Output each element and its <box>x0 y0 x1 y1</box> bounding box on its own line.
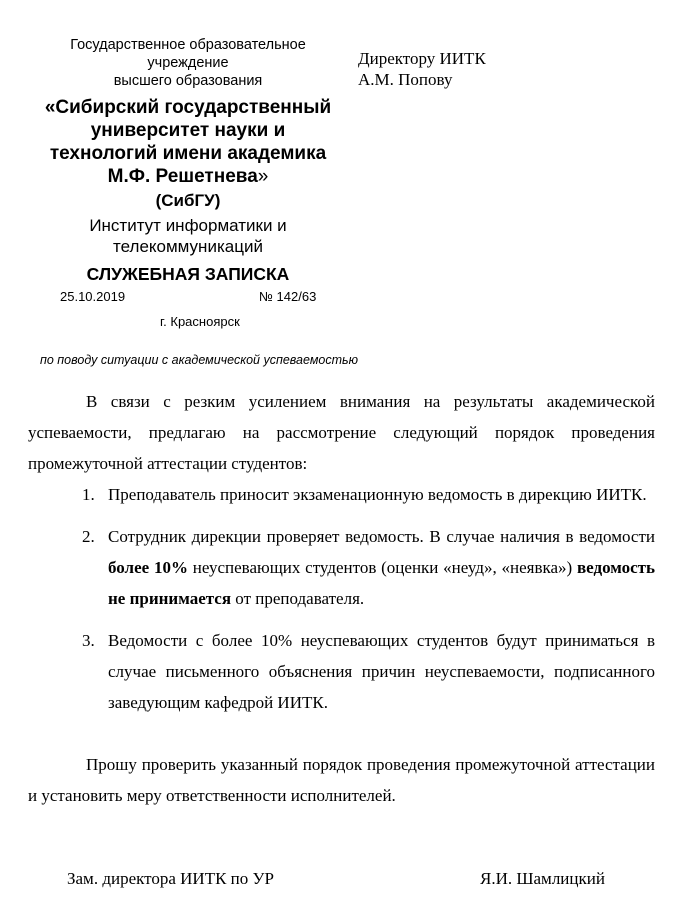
document-subject: по поводу ситуации с академической успеваемостью <box>40 353 358 367</box>
document-number: № 142/63 <box>259 289 317 304</box>
list-item <box>28 521 655 614</box>
university-name-line-1: «Сибирский государственный <box>44 97 332 118</box>
institute-name-line-1: Институт информатики и <box>89 216 287 235</box>
university-abbreviation: (СибГУ) <box>155 191 221 210</box>
signer-name: Я.И. Шамлицкий <box>480 869 605 888</box>
list-item-text-part-1: Сотрудник дирекции проверяет ведомость. В случае наличия в ведомости <box>108 527 655 546</box>
addressee-name: А.М. Попову <box>358 70 453 89</box>
intro-paragraph: В связи с резким усилением внимания на результаты академической успеваемости, предлагаю на рассмотрение следующий порядок проведения промежуточной аттестации студентов: <box>28 392 655 473</box>
university-name-line-2: университет науки и <box>90 120 286 141</box>
org-type-line-1: Государственное образовательное <box>70 37 306 53</box>
document-city: г. Красноярск <box>160 314 240 329</box>
letterhead <box>28 36 348 285</box>
list-item-text-part-2: неуспевающих студентов (оценки «неуд», «неявка») <box>187 558 577 577</box>
university-name <box>28 96 348 188</box>
org-type-line-2: учреждение <box>147 55 229 71</box>
institute-name <box>28 215 348 257</box>
university-name-line-4 <box>28 165 348 188</box>
addressee-position: Директору ИИТК <box>358 49 486 68</box>
signer-position: Зам. директора ИИТК по УР <box>67 869 275 888</box>
closing-paragraph: Прошу проверить указанный порядок проведения промежуточной аттестации и установить меру ответственности исполнителей. <box>28 755 655 805</box>
list-item <box>28 625 655 718</box>
org-type-line-3: высшего образования <box>113 73 263 89</box>
addressee <box>358 48 486 90</box>
memo-body <box>28 386 655 811</box>
institute-name-line-2: телекоммуникаций <box>113 237 263 256</box>
list-item <box>28 479 655 510</box>
list-item-number: 1. <box>82 485 95 504</box>
list-item-text: Ведомости с более 10% неуспевающих студентов будут приниматься в случае письменного объяснения причин неуспеваемости, подписанного заведующим кафедрой ИИТК. <box>108 631 655 712</box>
list-item-text: Преподаватель приносит экзаменационную ведомость в дирекцию ИИТК. <box>108 485 647 504</box>
list-item-text-part-3: от преподавателя. <box>231 589 365 608</box>
document-type: СЛУЖЕБНАЯ ЗАПИСКА <box>86 264 290 284</box>
document-date: 25.10.2019 <box>60 289 126 304</box>
closing-quote: » <box>257 166 269 187</box>
list-item-number: 2. <box>82 527 95 546</box>
list-item-emphasis-1: более 10% <box>108 558 188 577</box>
list-item-number: 3. <box>82 631 95 650</box>
university-name-line-3: технологий имени академика <box>49 143 327 164</box>
list-item-emphasis-2: ведомость не принимается <box>108 558 656 608</box>
namesake: М.Ф. Решетнева <box>107 166 258 187</box>
proposal-list <box>28 479 655 718</box>
